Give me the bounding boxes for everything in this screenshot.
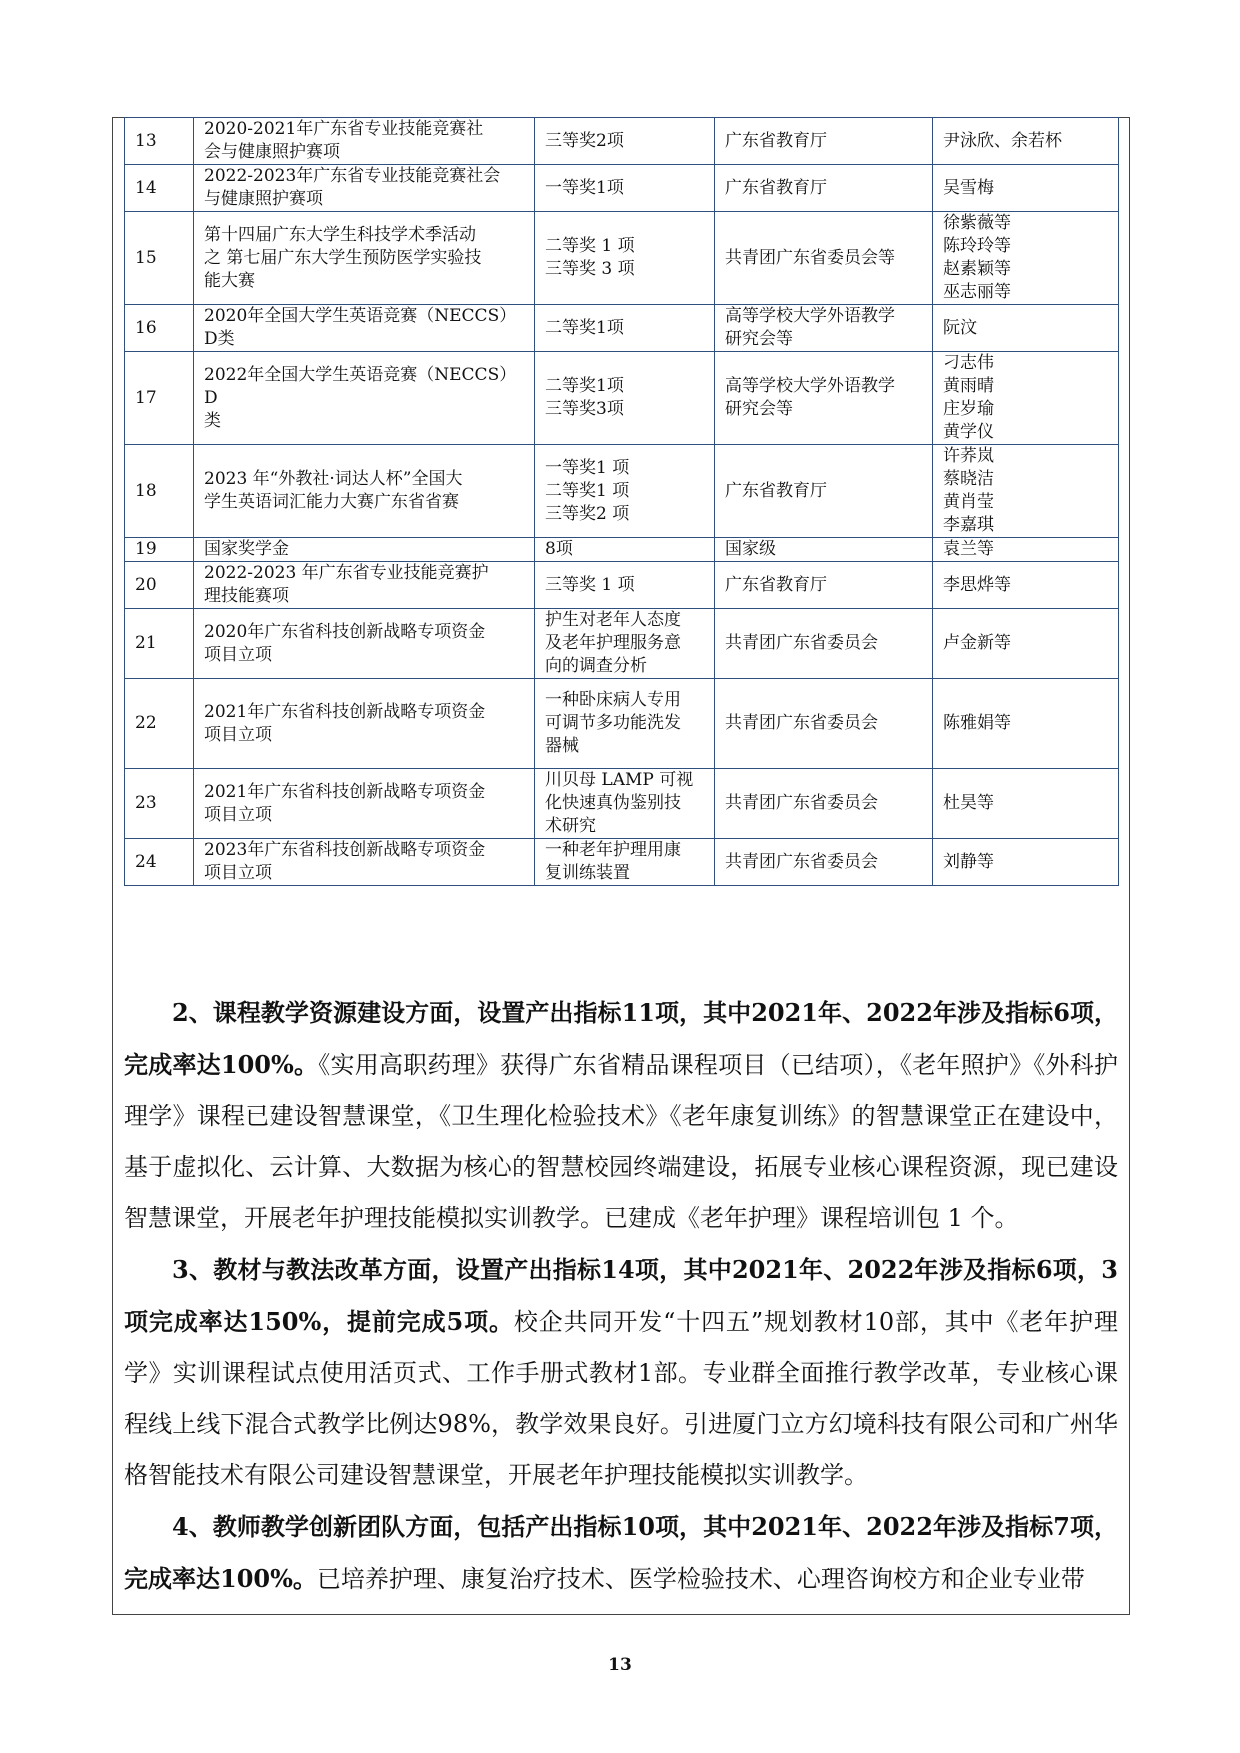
cell-people: 刘静等 [933, 839, 1119, 886]
paragraph-textbook-reform [124, 1244, 1118, 1501]
cell-people: 许荞岚 蔡晓洁 黄肖莹 李嘉琪 [933, 445, 1119, 538]
paragraph-lead: 2、课程教学资源建设方面，设置产出指标11项，其中2021年、2022年涉及指标6项，完成率达100%。 [124, 998, 1118, 1079]
table-row [125, 445, 1119, 538]
cell-level: 二等奖1项 三等奖3项 [535, 352, 715, 445]
cell-level: 8项 [535, 538, 715, 562]
cell-people: 尹泳欣、余若杯 [933, 118, 1119, 165]
cell-no: 20 [125, 562, 194, 609]
cell-org: 共青团广东省委员会 [715, 679, 933, 769]
cell-name: 第十四届广东大学生科技学术季活动 之 第七届广东大学生预防医学实验技 能大赛 [194, 212, 535, 305]
table-row [125, 212, 1119, 305]
cell-no: 17 [125, 352, 194, 445]
cell-name: 2022年全国大学生英语竞赛（NECCS）D 类 [194, 352, 535, 445]
cell-people: 徐紫薇等 陈玲玲等 赵素颖等 巫志丽等 [933, 212, 1119, 305]
cell-org: 广东省教育厅 [715, 165, 933, 212]
cell-name: 2023 年“外教社·词达人杯”全国大 学生英语词汇能力大赛广东省省赛 [194, 445, 535, 538]
cell-org: 高等学校大学外语教学 研究会等 [715, 305, 933, 352]
cell-name: 2021年广东省科技创新战略专项资金 项目立项 [194, 769, 535, 839]
table-row [125, 562, 1119, 609]
cell-people: 袁兰等 [933, 538, 1119, 562]
cell-org: 共青团广东省委员会 [715, 839, 933, 886]
table-row [125, 679, 1119, 769]
awards-table-body [125, 118, 1119, 886]
cell-name: 2022-2023 年广东省专业技能竞赛护 理技能赛项 [194, 562, 535, 609]
body-text [124, 987, 1118, 1605]
cell-level: 一种老年护理用康 复训练装置 [535, 839, 715, 886]
cell-name: 2021年广东省科技创新战略专项资金 项目立项 [194, 679, 535, 769]
cell-level: 二等奖1项 [535, 305, 715, 352]
table-row [125, 118, 1119, 165]
awards-table [124, 117, 1119, 886]
cell-name: 国家奖学金 [194, 538, 535, 562]
cell-org: 国家级 [715, 538, 933, 562]
cell-name: 2022-2023年广东省专业技能竞赛社会 与健康照护赛项 [194, 165, 535, 212]
cell-name: 2020-2021年广东省专业技能竞赛社 会与健康照护赛项 [194, 118, 535, 165]
cell-level: 一种卧床病人专用 可调节多功能洗发 器械 [535, 679, 715, 769]
cell-org: 共青团广东省委员会等 [715, 212, 933, 305]
table-row [125, 165, 1119, 212]
table-row [125, 352, 1119, 445]
cell-level: 一等奖1项 [535, 165, 715, 212]
cell-no: 15 [125, 212, 194, 305]
cell-no: 21 [125, 609, 194, 679]
cell-no: 18 [125, 445, 194, 538]
cell-org: 共青团广东省委员会 [715, 769, 933, 839]
cell-level: 三等奖 1 项 [535, 562, 715, 609]
cell-no: 22 [125, 679, 194, 769]
cell-no: 14 [125, 165, 194, 212]
table-row [125, 305, 1119, 352]
cell-people: 陈雅娟等 [933, 679, 1119, 769]
cell-people: 李思烨等 [933, 562, 1119, 609]
paragraph-lead: 4、教师教学创新团队方面，包括产出指标10项，其中2021年、2022年涉及指标7项，完成率达100%。 [124, 1512, 1118, 1593]
cell-org: 广东省教育厅 [715, 118, 933, 165]
cell-level: 一等奖1 项 二等奖1 项 三等奖2 项 [535, 445, 715, 538]
cell-level: 二等奖 1 项 三等奖 3 项 [535, 212, 715, 305]
cell-no: 16 [125, 305, 194, 352]
cell-org: 广东省教育厅 [715, 445, 933, 538]
cell-people: 杜昊等 [933, 769, 1119, 839]
cell-no: 24 [125, 839, 194, 886]
cell-name: 2020年广东省科技创新战略专项资金 项目立项 [194, 609, 535, 679]
cell-no: 23 [125, 769, 194, 839]
cell-people: 阮汶 [933, 305, 1119, 352]
page-number: 13 [608, 1655, 632, 1675]
table-row [125, 769, 1119, 839]
cell-org: 共青团广东省委员会 [715, 609, 933, 679]
paragraph-teaching-team [124, 1501, 1118, 1605]
cell-no: 13 [125, 118, 194, 165]
paragraph-body: 已培养护理、康复治疗技术、医学检验技术、心理咨询校方和企业专业带 [316, 1565, 1085, 1593]
cell-level: 川贝母 LAMP 可视 化快速真伪鉴别技 术研究 [535, 769, 715, 839]
cell-no: 19 [125, 538, 194, 562]
cell-level: 护生对老年人态度 及老年护理服务意 向的调查分析 [535, 609, 715, 679]
cell-name: 2023年广东省科技创新战略专项资金 项目立项 [194, 839, 535, 886]
cell-org: 广东省教育厅 [715, 562, 933, 609]
table-row [125, 609, 1119, 679]
cell-org: 高等学校大学外语教学 研究会等 [715, 352, 933, 445]
cell-people: 卢金新等 [933, 609, 1119, 679]
table-row [125, 839, 1119, 886]
cell-people: 吴雪梅 [933, 165, 1119, 212]
paragraph-lead: 3、教材与教法改革方面，设置产出指标14项，其中2021年、2022年涉及指标6项，3项完成率达150%，提前完成5项。 [124, 1255, 1118, 1336]
cell-level: 三等奖2项 [535, 118, 715, 165]
cell-people: 刁志伟 黄雨晴 庄岁瑜 黄学仪 [933, 352, 1119, 445]
paragraph-course-resources [124, 987, 1118, 1244]
table-row [125, 538, 1119, 562]
cell-name: 2020年全国大学生英语竞赛（NECCS） D类 [194, 305, 535, 352]
paragraph-body: 《实用高职药理》获得广东省精品课程项目（已结项），《老年照护》《外科护理学》课程已建设智慧课堂，《卫生理化检验技术》《老年康复训练》的智慧课堂正在建设中，基于虚拟化、云计算、大数据为核心的智慧校园终端建设，拓展专业核心课程资源，现已建设智慧课堂，开展老年护理技能模拟实训教学。已建成《老年护理》课程培训包 1 个。 [124, 1051, 1119, 1232]
paragraph-body: 校企共同开发“十四五”规划教材10部，其中《老年护理学》实训课程试点使用活页式、工作手册式教材1部。专业群全面推行教学改革，专业核心课程线上线下混合式教学比例达98%，教学效果良好。引进厦门立方幻境科技有限公司和广州华格智能技术有限公司建设智慧课堂，开展老年护理技能模拟实训教学。 [124, 1308, 1118, 1489]
